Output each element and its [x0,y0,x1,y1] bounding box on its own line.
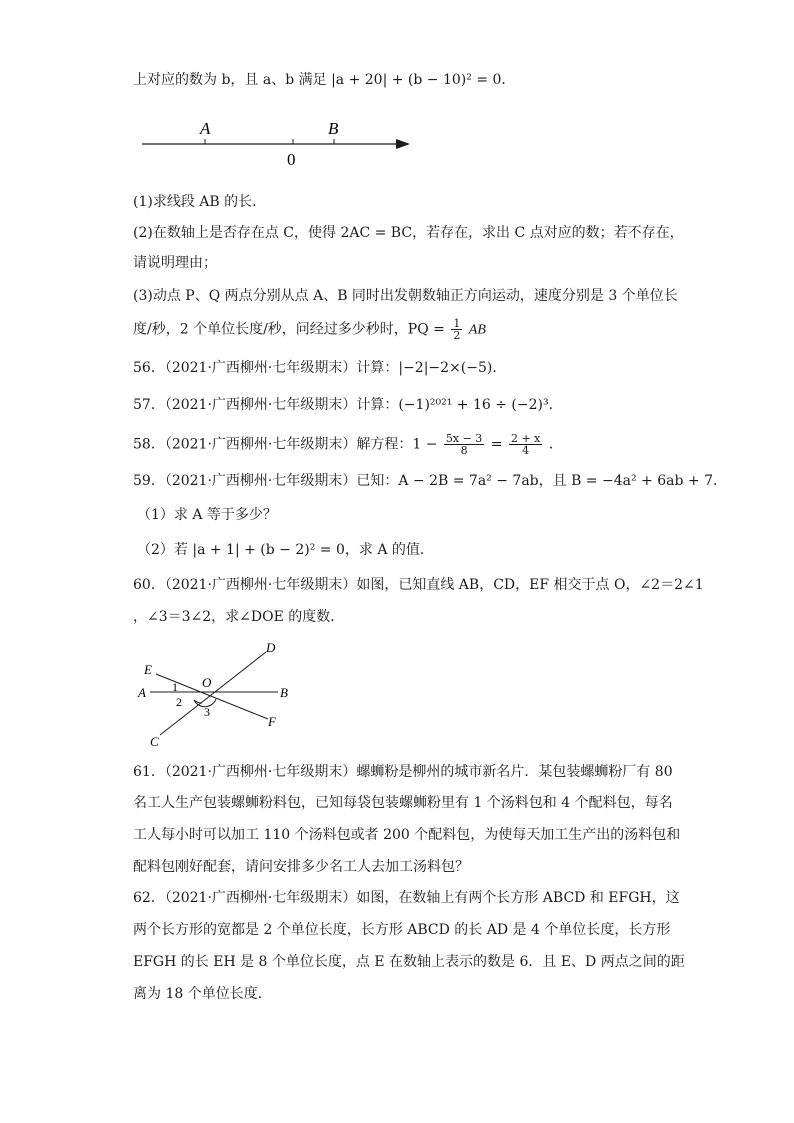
segment-ab: AB [468,322,486,338]
problem-57: 57．（2021·广西柳州·七年级期末）计算：(−1)²⁰²¹ + 16 ÷ (−2)³． [133,397,563,413]
fraction-right [509,433,542,456]
problem-60: 60．（2021·广西柳州·七年级期末）如图，已知直线 AB，CD，EF 相交于点 O，∠2＝2∠1 [133,577,704,593]
fraction-left [444,433,484,456]
problem-61: 61．（2021·广西柳州·七年级期末）螺蛳粉是柳州的城市新名片．某包装螺蛳粉厂有 80 [133,764,673,780]
problem-61-line-3: 工人每小时可以加工 110 个汤料包或者 200 个配料包，为使每天加工生产出的汤料包和 [133,827,681,843]
label-c: C [150,734,159,749]
problem-56: 56．（2021·广西柳州·七年级期末）计算：|−2|−2×(−5)． [133,360,507,376]
fraction-one-half [451,318,462,341]
origin-label: 0 [287,150,296,169]
problem-55-part-1: (1)求线段 AB 的长． [133,194,267,210]
problem-55-part-3-cont [133,318,486,341]
part-3-text: 度/秒，2 个单位长度/秒，问经过多少秒时，PQ = [133,321,445,338]
label-f: F [268,714,276,729]
problem-59: 59．（2021·广西柳州·七年级期末）已知：A − 2B = 7a² − 7ab，且 B = −4a² + 6ab + 7． [133,473,727,489]
fraction-right-denominator: 4 [522,444,530,457]
label-e: E [144,662,152,677]
label-a: A [138,685,146,700]
problem-55-part-2-cont: 请说明理由； [133,255,217,271]
label-d: D [266,640,276,655]
fraction-left-denominator: 8 [460,444,468,457]
problem-55-part-3: (3)动点 P、Q 两点分别从点 A、B 同时出发朝数轴正方向运动，速度分别是 3 个单位长 [133,288,678,304]
fraction-left-numerator: 5x − 3 [445,432,483,445]
problem-61-line-4: 配料包刚好配套，请问安排多少名工人去加工汤料包？ [133,859,469,875]
fraction-right-numerator: 2 + x [510,432,541,445]
problem-60-cont: ，∠3＝3∠2，求∠DOE 的度数． [133,609,345,625]
angle-label-3: 3 [204,705,210,719]
problem-62-line-4: 离为 18 个单位长度． [133,986,272,1002]
problem-62-line-2: 两个长方形的宽都是 2 个单位长度，长方形 ABCD 的长 AD 是 4 个单位长度，长方形 [133,922,671,938]
point-label-b: B [328,119,339,138]
label-o: O [202,675,212,690]
problem-58-text: 58．（2021·广西柳州·七年级期末）解方程：1 − [133,436,438,453]
problem-59-part-1: （1）求 A 等于多少？ [137,507,277,523]
fraction-numerator: 1 [453,317,461,330]
problem-55-part-2: (2)在数轴上是否存在点 C，使得 2AC = BC，若存在，求出 C 点对应的数；若不存在， [133,225,684,241]
problem-58 [133,433,563,456]
point-label-a: A [200,119,211,138]
problem-55-condition: 上对应的数为 b，且 a、b 满足 |a + 20| + (b − 10)² = 0． [133,72,516,88]
number-line-figure [138,114,418,172]
problem-61-line-2: 名工人生产包装螺蛳粉料包，已知每袋包装螺蛳粉里有 1 个汤料包和 4 个配料包，每名 [133,795,673,811]
period: ． [548,436,563,453]
problem-62-line-3: EFGH 的长 EH 是 8 个单位长度，点 E 在数轴上表示的数是 6．且 E、D 两点之间的距 [133,954,685,970]
angle-label-2: 2 [176,695,182,709]
label-b: B [280,685,288,700]
intersecting-lines-figure [136,636,296,752]
angle-label-1: 1 [172,680,178,694]
fraction-denominator: 2 [453,329,461,342]
arrow-right-icon [396,139,410,149]
problem-59-part-2: （2）若 |a + 1| + (b − 2)² = 0，求 A 的值． [137,542,434,558]
problem-62: 62．（2021·广西柳州·七年级期末）如图，在数轴上有两个长方形 ABCD 和 EFGH，这 [133,890,680,906]
equals-sign: = [490,436,503,453]
